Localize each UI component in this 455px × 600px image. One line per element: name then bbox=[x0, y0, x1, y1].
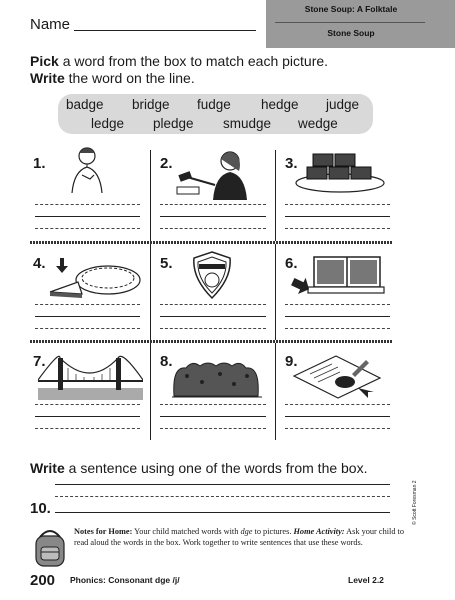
police-badge-icon bbox=[190, 250, 234, 300]
lesson-tag-subtitle: Stone Soup bbox=[327, 28, 375, 38]
answer-line-3c[interactable] bbox=[285, 228, 390, 229]
instruction-verb-pick: Pick bbox=[30, 53, 59, 69]
window-ledge-icon bbox=[290, 255, 385, 300]
notes-for-home bbox=[74, 527, 404, 548]
answer-line-4c[interactable] bbox=[35, 328, 140, 329]
word-fudge: fudge bbox=[197, 97, 231, 112]
instruction-line-2 bbox=[30, 70, 195, 86]
fudge-plate-icon bbox=[295, 148, 385, 193]
answer-line-9a[interactable] bbox=[285, 404, 390, 405]
answer-line-2b[interactable] bbox=[160, 216, 266, 217]
grid-divider-horizontal-2 bbox=[30, 340, 392, 343]
notes-dge: dge bbox=[240, 527, 253, 536]
answer-line-6c[interactable] bbox=[285, 328, 390, 329]
lesson-tag-divider bbox=[275, 22, 425, 23]
instruction-text-1: a word from the box to match each picture. bbox=[58, 53, 329, 69]
answer-line-4b[interactable] bbox=[35, 316, 140, 317]
answer-line-1a[interactable] bbox=[35, 204, 140, 205]
footer-level: Level 2.2 bbox=[348, 575, 384, 585]
sentence-verb-write: Write bbox=[30, 460, 65, 476]
item-number-2: 2. bbox=[160, 155, 173, 172]
answer-line-1b[interactable] bbox=[35, 216, 140, 217]
answer-line-5c[interactable] bbox=[160, 328, 266, 329]
item-number-7: 7. bbox=[33, 353, 46, 370]
sentence-instruction bbox=[30, 460, 368, 476]
notes-text-1: Your child matched words with bbox=[132, 527, 241, 536]
answer-line-7a[interactable] bbox=[35, 404, 140, 405]
item-number-1: 1. bbox=[33, 155, 46, 172]
pie-wedge-icon bbox=[48, 258, 143, 303]
answer-line-8b[interactable] bbox=[160, 416, 266, 417]
answer-line-8c[interactable] bbox=[160, 428, 266, 429]
answer-line-2c[interactable] bbox=[160, 228, 266, 229]
answer-line-5b[interactable] bbox=[160, 316, 266, 317]
item-number-9: 9. bbox=[285, 353, 298, 370]
word-bridge: bridge bbox=[132, 97, 170, 112]
answer-line-7c[interactable] bbox=[35, 428, 140, 429]
word-ledge: ledge bbox=[91, 116, 125, 131]
item-number-4: 4. bbox=[33, 255, 46, 272]
paper-smudge-icon bbox=[290, 354, 385, 400]
answer-line-9c[interactable] bbox=[285, 428, 390, 429]
answer-line-6b[interactable] bbox=[285, 316, 390, 317]
lesson-tag-title: Stone Soup: A Folktale bbox=[304, 4, 398, 14]
answer-line-4a[interactable] bbox=[35, 304, 140, 305]
grid-divider-horizontal-1 bbox=[30, 241, 392, 244]
footer-topic: Phonics: Consonant dge /j/ bbox=[70, 575, 180, 585]
answer-line-3b[interactable] bbox=[285, 216, 390, 217]
name-line[interactable] bbox=[74, 30, 256, 31]
word-pledge: pledge bbox=[153, 116, 194, 131]
sentence-instruction-text: a sentence using one of the words from the box. bbox=[64, 460, 368, 476]
judge-gavel-icon bbox=[175, 145, 255, 200]
notes-activity-heading: Home Activity: bbox=[293, 527, 345, 536]
answer-line-9b[interactable] bbox=[285, 416, 390, 417]
backpack-icon bbox=[32, 527, 68, 567]
instruction-verb-write: Write bbox=[30, 70, 65, 86]
name-label: Name bbox=[30, 16, 71, 33]
answer-line-5a[interactable] bbox=[160, 304, 266, 305]
notes-text-2: to pictures. bbox=[252, 527, 294, 536]
copyright-notice: © Scott Foresman 2 bbox=[412, 480, 418, 525]
page-number: 200 bbox=[30, 572, 56, 589]
answer-line-1c[interactable] bbox=[35, 228, 140, 229]
answer-line-8a[interactable] bbox=[160, 404, 266, 405]
word-judge: judge bbox=[326, 97, 360, 112]
word-smudge: smudge bbox=[223, 116, 272, 131]
instruction-text-2: the word on the line. bbox=[64, 70, 195, 86]
notes-heading: Notes for Home: bbox=[74, 527, 133, 536]
grid-divider-vertical-2 bbox=[275, 150, 276, 440]
sentence-line-dashed[interactable] bbox=[55, 496, 390, 497]
instruction-line-1 bbox=[30, 53, 328, 69]
sentence-line-top[interactable] bbox=[55, 484, 390, 485]
item-number-6: 6. bbox=[285, 255, 298, 272]
item-number-3: 3. bbox=[285, 155, 298, 172]
bridge-icon bbox=[38, 354, 143, 400]
answer-line-3a[interactable] bbox=[285, 204, 390, 205]
sentence-line-bottom[interactable] bbox=[55, 512, 390, 513]
item-number-10: 10. bbox=[30, 500, 51, 517]
notes-text-3: Ask your child to read aloud the words in the box. Work together to write sentences that use these words. bbox=[74, 527, 405, 547]
answer-line-6a[interactable] bbox=[285, 304, 390, 305]
item-number-5: 5. bbox=[160, 255, 173, 272]
hedge-icon bbox=[172, 362, 262, 398]
word-badge: badge bbox=[66, 97, 104, 112]
item-number-8: 8. bbox=[160, 353, 173, 370]
word-wedge: wedge bbox=[298, 116, 338, 131]
answer-line-2a[interactable] bbox=[160, 204, 266, 205]
word-hedge: hedge bbox=[261, 97, 299, 112]
answer-line-7b[interactable] bbox=[35, 416, 140, 417]
grid-divider-vertical-1 bbox=[150, 150, 151, 440]
boy-pledge-icon bbox=[62, 143, 112, 193]
